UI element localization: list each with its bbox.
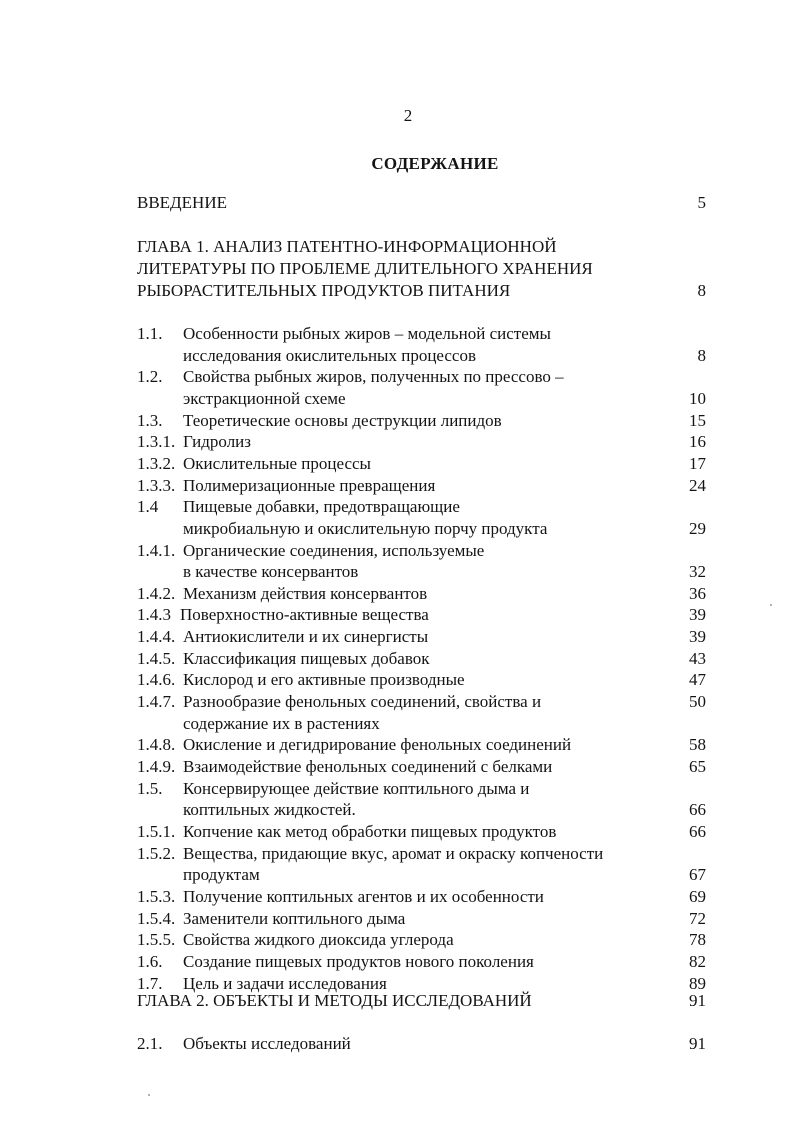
toc-entry-number: 1.4.1. xyxy=(137,540,176,560)
toc-entry-number: 1.3.3. xyxy=(137,475,176,495)
toc-entry-page: 39 xyxy=(689,605,706,625)
toc-entry-page: 32 xyxy=(689,562,706,582)
toc-intro-text: ВВЕДЕНИЕ xyxy=(137,193,227,212)
toc-entry-text: микробиальную и окислительную порчу продукта xyxy=(183,518,548,538)
toc-entry-text: Особенности рыбных жиров – модельной системы xyxy=(183,324,551,343)
toc-entry-page: 8 xyxy=(697,345,706,365)
toc-entry-page: 15 xyxy=(689,410,706,430)
toc-entry-text: Классификация пищевых добавок xyxy=(183,648,430,668)
toc-entry-number: 1.5.2. xyxy=(137,843,176,863)
toc-entry-number: 1.3. xyxy=(137,410,163,430)
toc-entry-number: 1.4.3 xyxy=(137,605,171,625)
toc-entry-text: исследования окислительных процессов xyxy=(183,345,477,365)
toc-entry-number: 1.5.4. xyxy=(137,908,176,928)
chapter1-page: 8 xyxy=(697,281,706,300)
toc-entry-text: Свойства жидкого диоксида углерода xyxy=(183,930,454,950)
toc-entry-text: Гидролиз xyxy=(183,432,251,452)
toc-entry-number: 1.7. xyxy=(137,973,163,993)
toc-entry-text: Взаимодействие фенольных соединений с белками xyxy=(183,757,553,776)
toc-entry-text: содержание их в растениях xyxy=(183,713,380,733)
toc-entry-text: Поверхностно-активные вещества xyxy=(180,605,429,625)
toc-entry-page: 69 xyxy=(689,886,706,906)
toc-entry-page: 82 xyxy=(689,951,706,971)
toc-entry-number: 1.4.8. xyxy=(137,735,176,755)
toc-entry-page: 43 xyxy=(689,648,706,668)
toc-entry-page: 29 xyxy=(689,518,706,538)
toc-entry-number: 1.4.9. xyxy=(137,757,176,776)
scan-speck xyxy=(770,604,772,606)
toc-entry-text: Свойства рыбных жиров, полученных по прессово – xyxy=(183,367,564,387)
toc-entry-number: 1.3.1. xyxy=(137,432,176,452)
toc-entry-number: 1.4 xyxy=(137,497,159,517)
toc-entry-text: Цель и задачи исследования xyxy=(183,973,387,993)
toc-entry-page: 10 xyxy=(689,388,706,408)
toc-entry-text: экстракционной схеме xyxy=(183,388,346,408)
toc-entry-number: 1.5.5. xyxy=(137,930,176,950)
toc-entry-text: Теоретические основы деструкции липидов xyxy=(183,410,502,430)
chapter1-line: ЛИТЕРАТУРЫ ПО ПРОБЛЕМЕ ДЛИТЕЛЬНОГО ХРАНЕНИЯ xyxy=(137,259,593,278)
toc-entry-text: Окисление и дегидрирование фенольных соединений xyxy=(183,735,572,755)
toc-entry-number: 1.1. xyxy=(137,324,163,343)
section-2-1-text: Объекты исследований xyxy=(183,1034,351,1053)
scan-speck xyxy=(148,1094,150,1096)
toc-entry-page: 17 xyxy=(689,453,706,473)
toc-entry-page: 78 xyxy=(689,930,706,950)
toc-entry-page: 65 xyxy=(689,757,706,776)
toc-entry-page: 72 xyxy=(689,908,706,928)
toc-entry-text: Копчение как метод обработки пищевых продуктов xyxy=(183,821,557,841)
toc-entry-text: Разнообразие фенольных соединений, свойства и xyxy=(183,692,542,712)
toc-entry-page: 67 xyxy=(689,865,706,885)
toc-entry-number: 1.6. xyxy=(137,951,163,971)
toc-entry-page: 50 xyxy=(689,692,706,712)
toc-entry-page: 89 xyxy=(689,973,706,993)
toc-entry-text: Заменители коптильного дыма xyxy=(183,908,406,928)
section-2-1-number: 2.1. xyxy=(137,1034,163,1053)
toc-entry-text: Консервирующее действие коптильного дыма и xyxy=(183,778,530,798)
toc-entry-text: Механизм действия консервантов xyxy=(183,583,428,603)
chapter1-line: ГЛАВА 1. АНАЛИЗ ПАТЕНТНО-ИНФОРМАЦИОННОЙ xyxy=(137,237,557,256)
toc-entry-number: 1.3.2. xyxy=(137,453,176,473)
toc-entry-text: Антиокислители и их синергисты xyxy=(183,627,429,647)
chapter2-page: 91 xyxy=(689,991,706,1010)
toc-entry-page: 47 xyxy=(689,670,706,690)
toc-entry-text: коптильных жидкостей. xyxy=(183,800,356,820)
page-number: 2 xyxy=(403,106,413,125)
toc-entry-page: 66 xyxy=(689,800,706,820)
toc-entry-number: 1.4.2. xyxy=(137,583,176,603)
toc-entry-text: Полимеризационные превращения xyxy=(183,475,436,495)
section-2-1-page: 91 xyxy=(689,1034,706,1053)
toc-entry-text: Кислород и его активные производные xyxy=(183,670,465,690)
toc-entry-page: 66 xyxy=(689,821,706,841)
toc-entry-text: Вещества, придающие вкус, аромат и окраску копчености xyxy=(183,843,604,863)
toc-entry-page: 58 xyxy=(689,735,706,755)
toc-title: СОДЕРЖАНИЕ xyxy=(371,154,499,173)
toc-entry-text: Органические соединения, используемые xyxy=(183,540,485,560)
toc-entry-number: 1.2. xyxy=(137,367,163,387)
toc-entry-page: 36 xyxy=(689,583,706,603)
toc-entry-page: 24 xyxy=(689,475,706,495)
toc-entry-text: продуктам xyxy=(183,865,260,885)
toc-entry-number: 1.4.6. xyxy=(137,670,176,690)
toc-intro-page: 5 xyxy=(697,193,706,212)
toc-entry-number: 1.5.3. xyxy=(137,886,176,906)
toc-entry-page: 39 xyxy=(689,627,706,647)
chapter1-line: РЫБОРАСТИТЕЛЬНЫХ ПРОДУКТОВ ПИТАНИЯ xyxy=(137,281,511,300)
toc-entry-text: Создание пищевых продуктов нового поколения xyxy=(183,951,534,971)
toc-entry-number: 1.4.5. xyxy=(137,648,176,668)
toc-entry-text: Пищевые добавки, предотвращающие xyxy=(183,497,460,517)
chapter2-text: ГЛАВА 2. ОБЪЕКТЫ И МЕТОДЫ ИССЛЕДОВАНИЙ xyxy=(137,991,532,1010)
toc-entry-number: 1.4.7. xyxy=(137,692,176,712)
toc-entry-text: Окислительные процессы xyxy=(183,453,371,473)
toc-entry-text: в качестве консервантов xyxy=(183,562,359,582)
toc-entry-number: 1.5.1. xyxy=(137,821,176,841)
toc-entry-number: 1.5. xyxy=(137,778,163,798)
toc-entry-text: Получение коптильных агентов и их особенности xyxy=(183,886,544,906)
toc-entry-number: 1.4.4. xyxy=(137,627,176,647)
toc-entry-page: 16 xyxy=(689,432,706,452)
